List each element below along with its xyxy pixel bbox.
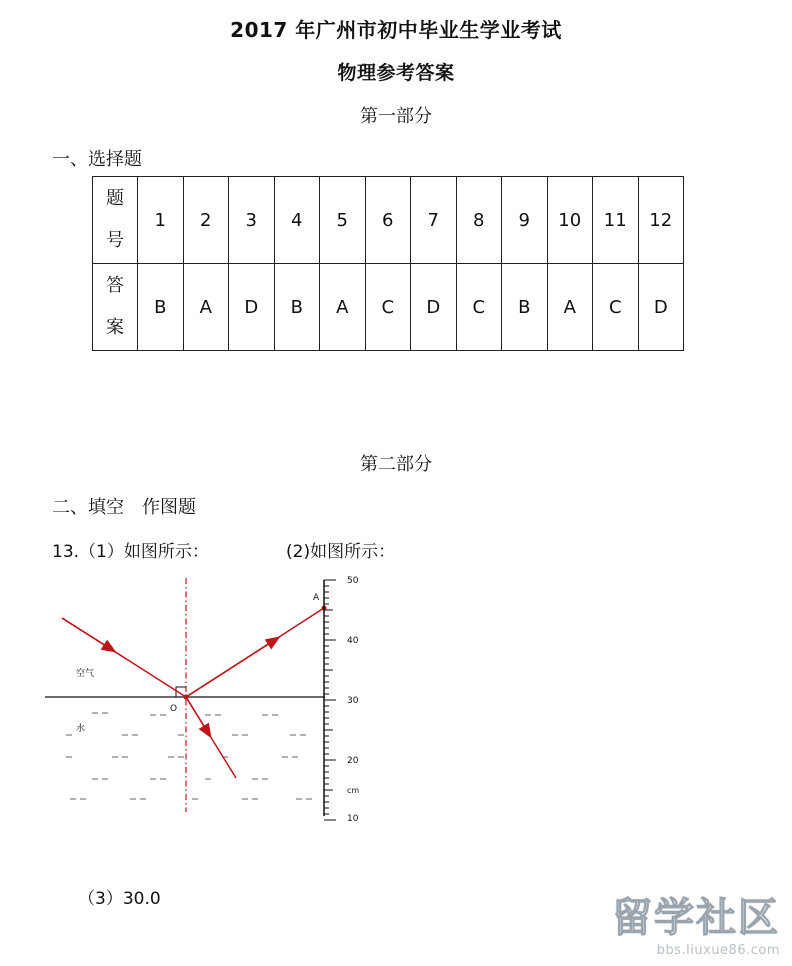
origin-point: [184, 695, 189, 700]
water-label: 水: [76, 724, 86, 734]
answer-cell: C: [456, 264, 502, 351]
number-cell: 1: [138, 177, 184, 264]
page-title: 2017 年广州市初中毕业生学业考试: [230, 18, 562, 42]
ruler-label-50: 50: [347, 576, 359, 586]
number-cell: 8: [456, 177, 502, 264]
ruler-label-40: 40: [347, 636, 359, 646]
watermark-brand: 留学社区: [612, 895, 780, 941]
water-dashes: [66, 713, 312, 799]
number-cell: 6: [365, 177, 411, 264]
question-13-part3: （3）30.0: [78, 889, 161, 909]
answer-cell: B: [502, 264, 548, 351]
answer-cell: A: [320, 264, 366, 351]
ruler-label-cm: cm: [347, 786, 360, 795]
answer-cell: B: [138, 264, 184, 351]
number-cell: 12: [638, 177, 684, 264]
ruler-label-10: 10: [347, 814, 359, 824]
question-13-part2: (2)如图所示：: [286, 542, 396, 562]
answer-cell: D: [411, 264, 457, 351]
section-choice-heading: 一、选择题: [52, 149, 142, 170]
answer-cell: A: [183, 264, 229, 351]
question-13-part1: 13.（1）如图所示：: [52, 542, 209, 562]
page-subtitle: 物理参考答案: [337, 62, 455, 84]
ruler-label-30: 30: [347, 696, 359, 706]
reflected-ray-arrow: [186, 638, 278, 697]
watermark-logo: [612, 886, 780, 958]
number-cell: 9: [502, 177, 548, 264]
answer-cell: A: [547, 264, 593, 351]
point-a-label: A: [313, 593, 320, 603]
part2-label: 第二部分: [360, 454, 432, 475]
number-cell: 7: [411, 177, 457, 264]
watermark-url: bbs.liuxue86.com: [656, 943, 780, 958]
number-cell: 3: [229, 177, 275, 264]
section-fill-heading: 二、填空 作图题: [52, 497, 196, 518]
ruler: [324, 580, 336, 820]
optics-diagram: [0, 570, 400, 830]
refracted-ray-arrow: [186, 697, 210, 736]
row-header-answer: 答 案: [93, 264, 138, 351]
ruler-label-20: 20: [347, 756, 359, 766]
incident-ray-arrow: [62, 618, 114, 651]
part1-label: 第一部分: [360, 106, 432, 127]
number-cell: 2: [183, 177, 229, 264]
origin-label: O: [170, 704, 178, 714]
answer-cell: C: [365, 264, 411, 351]
number-cell: 11: [593, 177, 639, 264]
row-header-number: 题 号: [93, 177, 138, 264]
answer-cell: D: [229, 264, 275, 351]
number-cell: 4: [274, 177, 320, 264]
answer-table: [92, 176, 684, 351]
answer-cell: B: [274, 264, 320, 351]
table-row-numbers: [93, 177, 684, 264]
number-cell: 10: [547, 177, 593, 264]
table-row-answers: [93, 264, 684, 351]
air-label: 空气: [76, 669, 95, 679]
answer-cell: D: [638, 264, 684, 351]
number-cell: 5: [320, 177, 366, 264]
answer-cell: C: [593, 264, 639, 351]
